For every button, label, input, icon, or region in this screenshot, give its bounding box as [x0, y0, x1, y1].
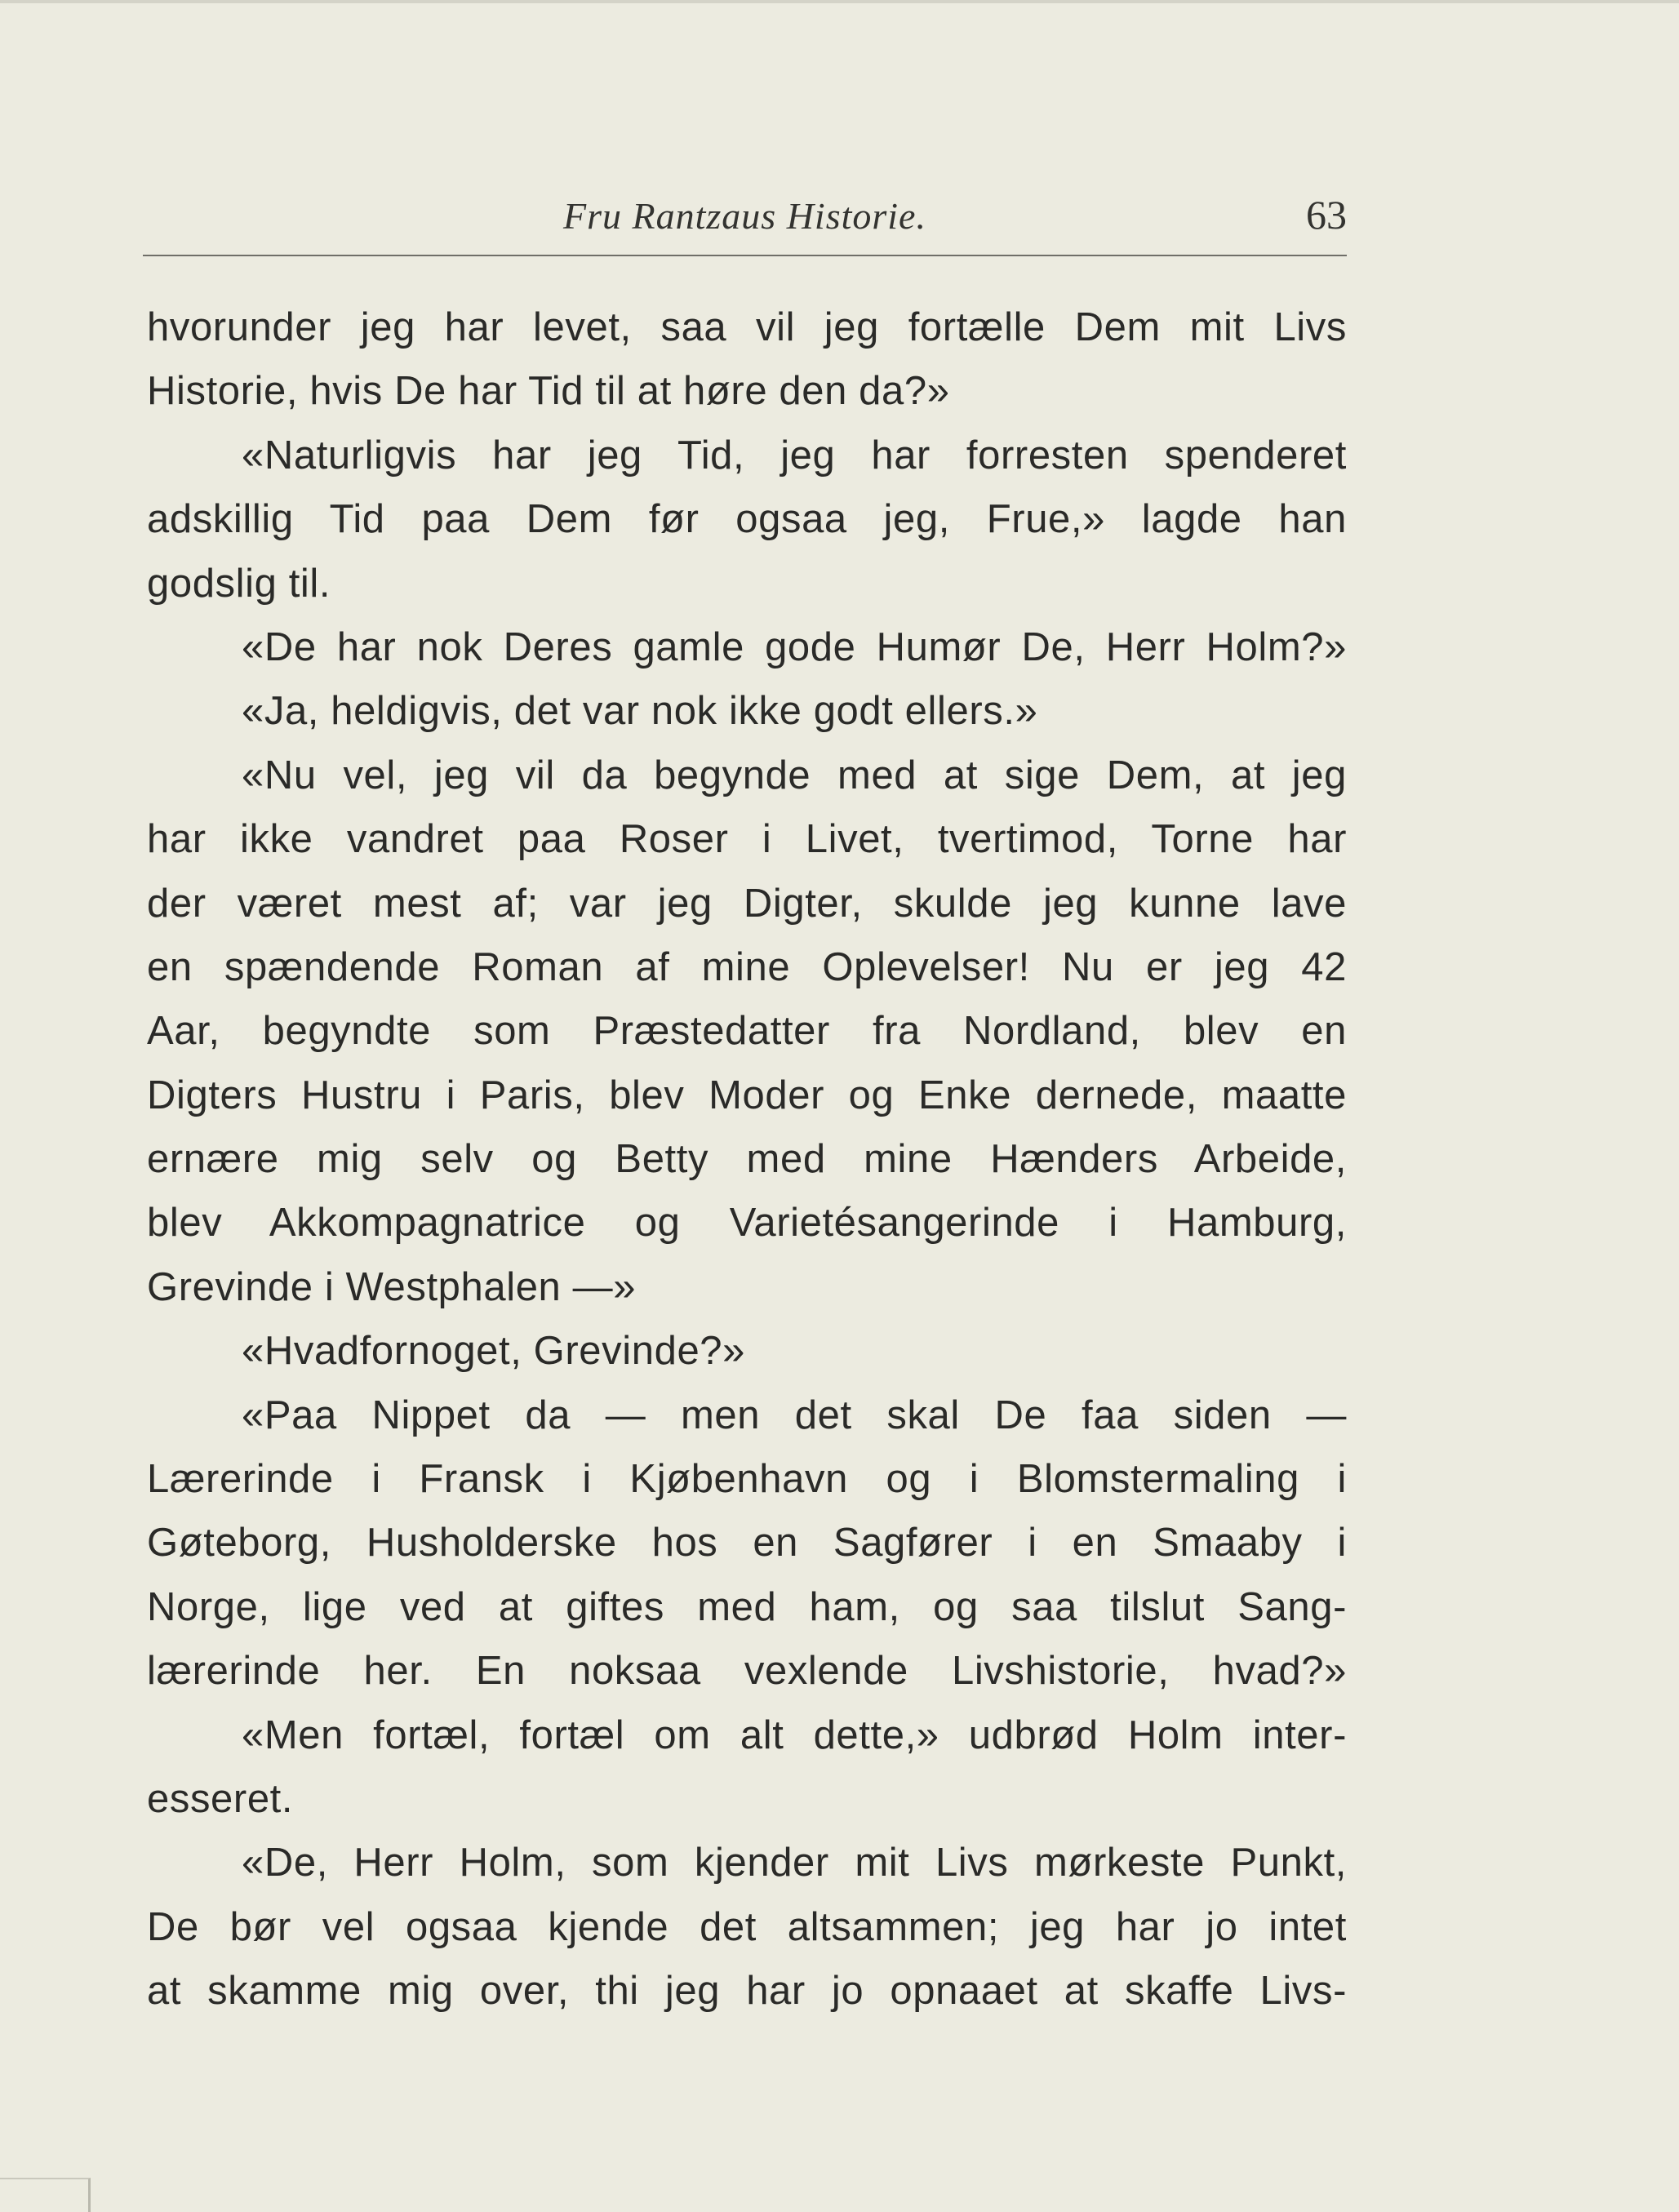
text-line: ernære mig selv og Betty med mine Hænders Arbeide,: [147, 1137, 1347, 1182]
text-line: lærerinde her. En noksaa vexlende Livshistorie, hvad?»: [147, 1649, 1347, 1694]
text-line: «Paa Nippet da — men det skal De faa siden —: [242, 1392, 1347, 1437]
text-line: «De har nok Deres gamle gode Humør De, Herr Holm?»: [242, 624, 1347, 669]
text-line: at skamme mig over, thi jeg har jo opnaaet at skaffe Livs-: [147, 1969, 1347, 2014]
text-line: hvorunder jeg har levet, saa vil jeg fortælle Dem mit Livs: [147, 305, 1347, 349]
page-corner-mark: [0, 2178, 91, 2212]
text-line: har ikke vandret paa Roser i Livet, tvertimod, Torne har: [147, 817, 1347, 862]
text-line: Digters Hustru i Paris, blev Moder og Enke dernede, maatte: [147, 1073, 1347, 1117]
text-line: «Ja, heldigvis, det var nok ikke godt ellers.»: [242, 689, 1038, 734]
text-line: esseret.: [147, 1776, 294, 1821]
text-line: Aar, begyndte som Præstedatter fra Nordland, blev en: [147, 1009, 1347, 1054]
text-line: Grevinde i Westphalen —»: [147, 1264, 637, 1309]
text-line: Norge, lige ved at giftes med ham, og saa tilslut Sang-: [147, 1584, 1347, 1629]
text-line: «De, Herr Holm, som kjender mit Livs mørkeste Punkt,: [242, 1841, 1347, 1886]
page-number: 63: [1306, 192, 1347, 238]
page-top-edge: [0, 0, 1679, 3]
running-title: Fru Rantzaus Historie.: [563, 195, 926, 237]
text-line: adskillig Tid paa Dem før ogsaa jeg, Frue,» lagde han: [147, 497, 1347, 542]
text-line: Lærerinde i Fransk i Kjøbenhavn og i Blomstermaling i: [147, 1457, 1347, 1502]
running-head: [143, 186, 1347, 251]
text-line: godslig til.: [147, 561, 331, 606]
body-text: [147, 295, 1347, 2023]
text-line: en spændende Roman af mine Oplevelser! Nu er jeg 42: [147, 944, 1347, 989]
text-line: der været mest af; var jeg Digter, skulde jeg kunne lave: [147, 881, 1347, 926]
text-line: «Nu vel, jeg vil da begynde med at sige Dem, at jeg: [242, 753, 1347, 797]
text-line: De bør vel ogsaa kjende det altsammen; jeg har jo intet: [147, 1904, 1347, 1949]
text-line: «Hvadfornoget, Grevinde?»: [242, 1329, 745, 1374]
text-line: Historie, hvis De har Tid til at høre den da?»: [147, 369, 950, 414]
text-line: Gøteborg, Husholderske hos en Sagfører i en Smaaby i: [147, 1521, 1347, 1566]
text-line: blev Akkompagnatrice og Varietésangerinde i Hamburg,: [147, 1201, 1347, 1246]
header-rule: [143, 255, 1347, 256]
text-line: «Naturligvis har jeg Tid, jeg har forresten spenderet: [242, 433, 1347, 477]
text-line: «Men fortæl, fortæl om alt dette,» udbrød Holm inter-: [242, 1712, 1347, 1757]
